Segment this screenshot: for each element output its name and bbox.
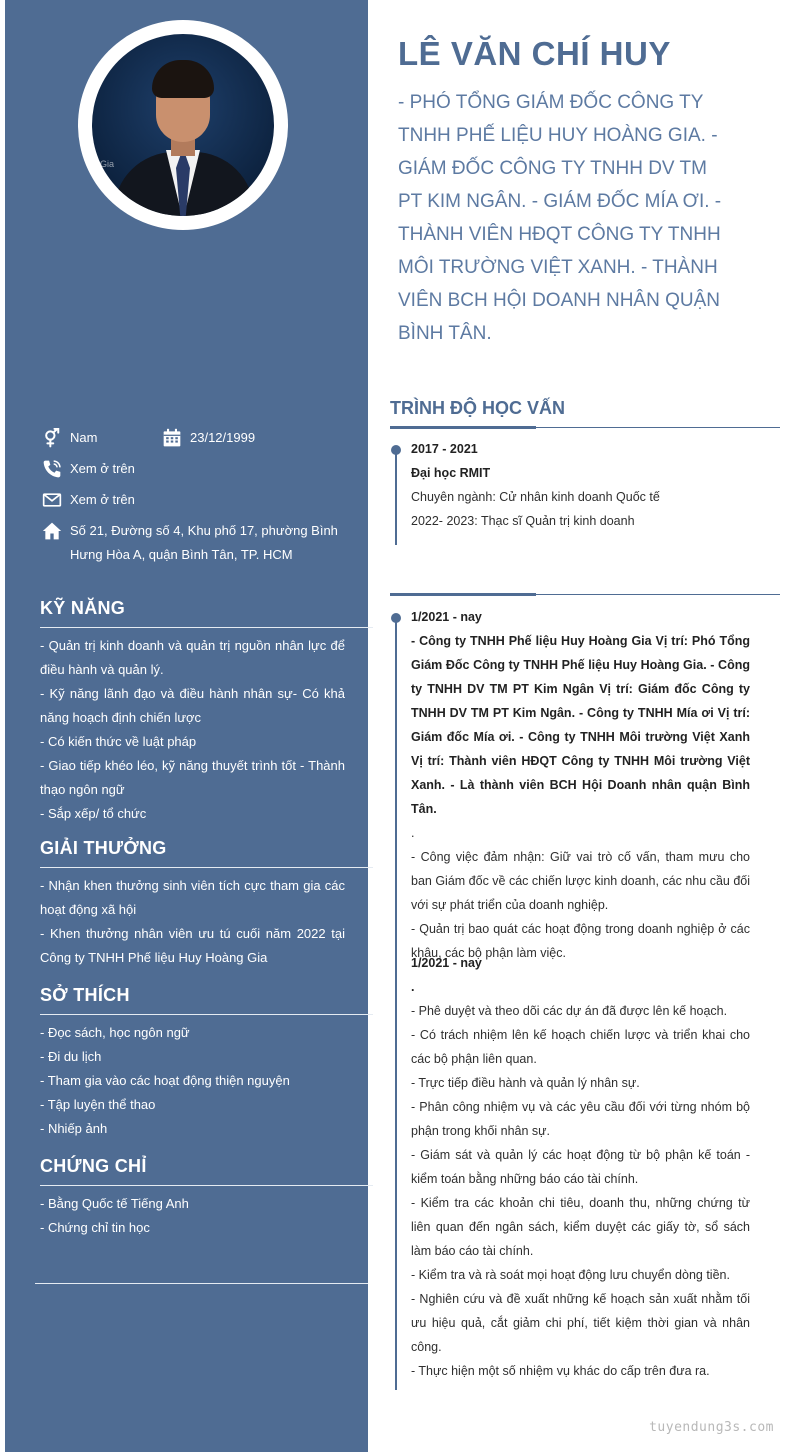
list-item: - Có kiến thức về luật pháp xyxy=(40,734,197,749)
experience-detail: - Công việc đảm nhận: Giữ vai trò cố vấn, tham mưu cho ban Giám đốc về các chiến lược kinh doanh, các nhu cầu đối với sự phát triển của doanh nghiệp. xyxy=(411,850,750,912)
experience-section xyxy=(390,562,780,595)
timeline-line xyxy=(395,450,397,545)
avatar xyxy=(92,34,274,216)
experience-detail: - Trực tiếp điều hành và quản lý nhân sự. xyxy=(411,1076,640,1090)
email-row xyxy=(40,488,135,512)
experience-heading xyxy=(390,562,780,588)
divider xyxy=(40,1014,373,1015)
experience-detail: - Kiểm tra các khoản chi tiêu, doanh thu, những chứng từ liên quan đến ngân sách, kiểm duyệt các giấy tờ, sổ sách làm báo cáo tài chính. xyxy=(411,1196,750,1258)
address-row xyxy=(40,519,340,567)
photo-watermark: Gia n xyxy=(100,159,115,182)
phone-icon xyxy=(40,457,64,481)
experience-detail: - Quản trị bao quát các hoạt động trong doanh nghiệp ở các khâu, các bộ phận làm việc. xyxy=(411,922,750,960)
education-entry xyxy=(411,437,750,533)
education-heading: TRÌNH ĐỘ HỌC VẤN xyxy=(390,398,565,418)
hobbies-section xyxy=(40,982,373,1141)
experience-position: . xyxy=(411,980,415,994)
gender-row xyxy=(40,426,97,450)
certificates-heading: CHỨNG CHỈ xyxy=(40,1156,147,1176)
experience-detail: - Phân công nhiệm vụ và các yêu cầu đối với từng nhóm bộ phận trong khối nhân sự. xyxy=(411,1100,750,1138)
envelope-icon xyxy=(40,488,64,512)
avatar-frame xyxy=(78,20,288,230)
experience-detail: - Thực hiện một số nhiệm vụ khác do cấp trên đưa ra. xyxy=(411,1364,710,1378)
experience-detail: - Nghiên cứu và đề xuất những kế hoạch sản xuất nhằm tối ưu hiệu quả, cắt giảm chi phí, tiết kiệm thời gian và nhân công. xyxy=(411,1292,750,1354)
list-item: - Giao tiếp khéo léo, kỹ năng thuyết trình tốt - Thành thạo ngôn ngữ xyxy=(40,758,345,797)
education-period: 2017 - 2021 xyxy=(411,442,478,456)
list-item: - Bằng Quốc tế Tiếng Anh xyxy=(40,1196,189,1211)
list-item: - Khen thưởng nhân viên ưu tú cuối năm 2022 tại Công ty TNHH Phế liệu Huy Hoàng Gia xyxy=(40,926,345,965)
list-item: - Nhiếp ảnh xyxy=(40,1121,108,1136)
hobbies-list xyxy=(40,1021,373,1141)
birthday-row xyxy=(160,426,255,450)
education-extra: 2022- 2023: Thạc sĩ Quản trị kinh doanh xyxy=(411,514,635,528)
experience-entry xyxy=(411,951,750,1383)
calendar-icon xyxy=(160,426,184,450)
gender-icon xyxy=(40,426,64,450)
email-value: Xem ở trên xyxy=(70,492,135,507)
list-item: - Tham gia vào các hoạt động thiện nguyện xyxy=(40,1073,290,1088)
gender-value: Nam xyxy=(70,430,98,445)
list-item: - Nhận khen thưởng sinh viên tích cực tham gia các hoạt động xã hội xyxy=(40,878,345,917)
address-value: Số 21, Đường số 4, Khu phố 17, phường Bình Hưng Hòa A, quận Bình Tân, TP. HCM xyxy=(70,523,338,562)
list-item: - Đọc sách, học ngôn ngữ xyxy=(40,1025,190,1040)
awards-heading: GIẢI THƯỞNG xyxy=(40,838,167,858)
skills-heading: KỸ NĂNG xyxy=(40,598,126,618)
sidebar xyxy=(5,0,368,1452)
education-section xyxy=(390,395,780,428)
list-item: - Tập luyện thể thao xyxy=(40,1097,156,1112)
experience-period: 1/2021 - nay xyxy=(411,956,482,970)
candidate-name: LÊ VĂN CHÍ HUY xyxy=(398,35,671,72)
hobbies-heading: SỞ THÍCH xyxy=(40,985,130,1005)
divider xyxy=(40,867,373,868)
certificates-section xyxy=(40,1153,373,1240)
timeline-dot xyxy=(391,445,401,455)
home-icon xyxy=(40,519,64,543)
list-item: - Quản trị kinh doanh và quản trị nguồn nhân lực để điều hành và quản lý. xyxy=(40,638,345,677)
list-item: - Sắp xếp/ tổ chức xyxy=(40,806,147,821)
skills-list xyxy=(40,634,373,826)
experience-detail: - Có trách nhiệm lên kế hoạch chiến lược và triển khai cho các bộ phận liên quan. xyxy=(411,1028,750,1066)
experience-entry xyxy=(411,605,750,965)
phone-value: Xem ở trên xyxy=(70,461,135,476)
list-item: - Đi du lịch xyxy=(40,1049,102,1064)
experience-dot: . xyxy=(411,826,415,840)
divider xyxy=(35,1283,368,1284)
divider xyxy=(390,593,780,595)
skills-section xyxy=(40,595,373,826)
certificates-list xyxy=(40,1192,373,1240)
experience-detail: - Phê duyệt và theo dõi các dự án đã được lên kế hoạch. xyxy=(411,1004,728,1018)
experience-detail: - Kiểm tra và rà soát mọi hoạt động lưu chuyển dòng tiền. xyxy=(411,1268,730,1282)
birthday-value: 23/12/1999 xyxy=(190,430,256,445)
list-item: - Kỹ năng lãnh đạo và điều hành nhân sự- Có khả năng hoạch định chiến lược xyxy=(40,686,345,725)
awards-list xyxy=(40,874,373,970)
divider xyxy=(40,1185,373,1186)
experience-period: 1/2021 - nay xyxy=(411,610,482,624)
timeline-dot xyxy=(391,613,401,623)
education-school: Đại học RMIT xyxy=(411,466,491,480)
timeline-line xyxy=(395,618,397,1390)
divider xyxy=(390,426,780,428)
job-title: - PHÓ TỔNG GIÁM ĐỐC CÔNG TY TNHH PHẾ LIỆU HUY HOÀNG GIA. - GIÁM ĐỐC CÔNG TY TNHH DV TM PT KIM NGÂN. - GIÁM ĐỐC MÍA ƠI. - THÀNH VIÊN HĐQT CÔNG TY TNHH MÔI TRƯỜNG VIỆT XANH. - THÀNH VIÊN BCH HỘI DOANH NHÂN QUẬN BÌNH TÂN. xyxy=(398,92,722,344)
education-major: Chuyên ngành: Cử nhân kinh doanh Quốc tế xyxy=(411,490,660,504)
awards-section xyxy=(40,835,373,970)
site-watermark: tuyendung3s.com xyxy=(649,1420,774,1435)
divider xyxy=(40,627,373,628)
list-item: - Chứng chỉ tin học xyxy=(40,1220,150,1235)
experience-position: - Công ty TNHH Phế liệu Huy Hoàng Gia Vị trí: Phó Tổng Giám Đốc Công ty TNHH Phế liệu Huy Hoàng Gia. - Công ty TNHH DV TM PT Kim Ngân Vị trí: Giám đốc Công ty TNHH DV TM PT Kim Ngân. - Công ty TNHH Mía ơi Vị trí: Giám đốc Mía ơi. - Công ty TNHH Môi trường Việt Xanh Vị trí: Thành viên HĐQT Công ty TNHH Môi trường Việt Xanh. - Là thành viên BCH Hội Doanh nhân quận Bình Tân. xyxy=(411,634,750,816)
phone-row xyxy=(40,457,135,481)
experience-detail: - Giám sát và quản lý các hoạt động từ bộ phận kế toán - kiểm toán bằng những báo cáo tài chính. xyxy=(411,1148,750,1186)
